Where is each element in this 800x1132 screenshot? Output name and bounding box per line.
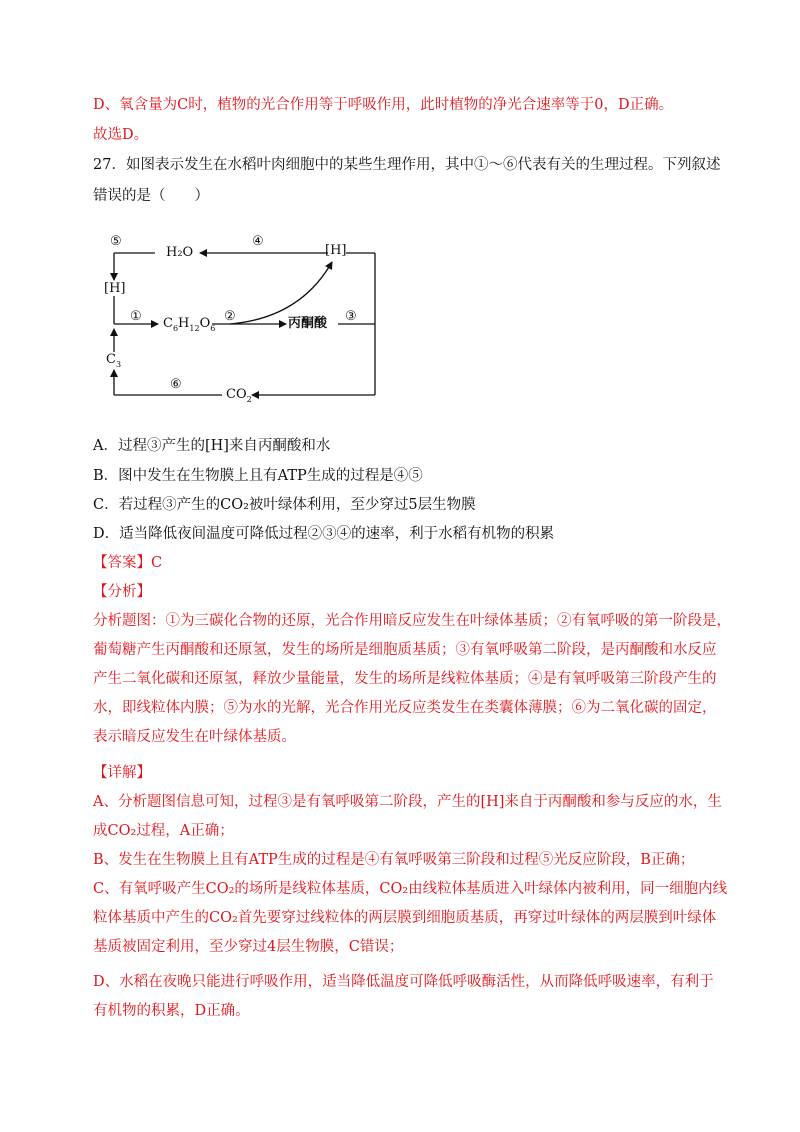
analysis-line: 表示暗反应发生在叶绿体基质。 <box>93 729 296 745</box>
option-b: B．图中发生在生物膜上且有ATP生成的过程是④⑤ <box>93 468 423 484</box>
label-6: ⑥ <box>170 377 182 392</box>
process-diagram <box>100 228 390 413</box>
detail-line: 粒体基质中产生的CO₂首先要穿过线粒体的两层膜到细胞质基质，再穿过叶绿体的两层膜到叶绿体 <box>93 910 717 926</box>
label-1: ① <box>130 309 142 324</box>
detail-line: 成CO₂过程，A正确； <box>93 823 234 839</box>
label-2: ② <box>224 309 236 324</box>
detail-line: 基质被固定利用，至少穿过4层生物膜，C错误； <box>93 939 404 955</box>
option-c: C．若过程③产生的CO₂被叶绿体利用，至少穿过5层生物膜 <box>93 497 476 513</box>
analysis-label: 【分析】 <box>93 584 151 600</box>
answer-label: 【答案】C <box>93 555 163 571</box>
analysis-line: 水，即线粒体内膜；⑤为水的光解，光合作用光反应类发生在类囊体薄膜；⑥为二氧化碳的固定， <box>93 700 717 716</box>
label-glucose: $C_6H_{12}O_6$ <box>163 316 216 333</box>
label-h-right: [H] <box>325 243 347 258</box>
detail-label: 【详解】 <box>93 765 151 781</box>
previous-answer-choice: 故选D。 <box>93 127 149 143</box>
detail-line: C、有氧呼吸产生CO₂的场所是线粒体基质，CO₂由线粒体基质进入叶绿体内被利用，同一细胞内线 <box>93 881 728 897</box>
curve-to-h <box>230 262 332 324</box>
analysis-line: 葡萄糖产生丙酮酸和还原氢，发生的场所是细胞质基质；③有氧呼吸第二阶段，是丙酮酸和水反应 <box>93 642 717 658</box>
detail-line: 有机物的积累，D正确。 <box>93 1003 250 1019</box>
detail-line: D、水稻在夜晚只能进行呼吸作用，适当降低温度可降低呼吸酶活性，从而降低呼吸速率，有利于 <box>93 974 714 990</box>
option-d: D．适当降低夜间温度可降低过程②③④的速率，利于水稻有机物的积累 <box>93 526 555 542</box>
label-5: ⑤ <box>110 234 122 249</box>
analysis-line: 产生二氧化碳和还原氢，释放少量能量，发生的场所是线粒体基质；④是有氧呼吸第三阶段产生的 <box>93 671 717 687</box>
detail-line: A、分析题图信息可知，过程③是有氧呼吸第二阶段，产生的[H]来自于丙酮酸和参与反应的水，生 <box>93 794 722 810</box>
label-4: ④ <box>252 234 264 249</box>
analysis-line: 分析题图：①为三碳化合物的还原，光合作用暗反应发生在叶绿体基质；②有氧呼吸的第一阶段是， <box>93 613 731 629</box>
previous-answer-d-line: D、氧含量为C时，植物的光合作用等于呼吸作用，此时植物的净光合速率等于0，D正确。 <box>93 97 674 113</box>
question-line-1: 27．如图表示发生在水稻叶肉细胞中的某些生理作用，其中①～⑥代表有关的生理过程。下列叙述 <box>93 157 721 173</box>
option-a: A．过程③产生的[H]来自丙酮酸和水 <box>93 438 331 454</box>
question-line-2: 错误的是（ ） <box>93 188 209 204</box>
label-c3: $C_3$ <box>106 352 122 369</box>
detail-line: B、发生在生物膜上且有ATP生成的过程是④有氧呼吸第三阶段和过程⑤光反应阶段，B正确； <box>93 852 695 868</box>
label-co2: $CO_2$ <box>226 387 252 404</box>
label-3: ③ <box>345 309 357 324</box>
label-h2o: H₂O <box>166 245 194 260</box>
label-pyruvate: 丙酮酸 <box>288 316 328 331</box>
label-h-left: [H] <box>104 281 126 296</box>
